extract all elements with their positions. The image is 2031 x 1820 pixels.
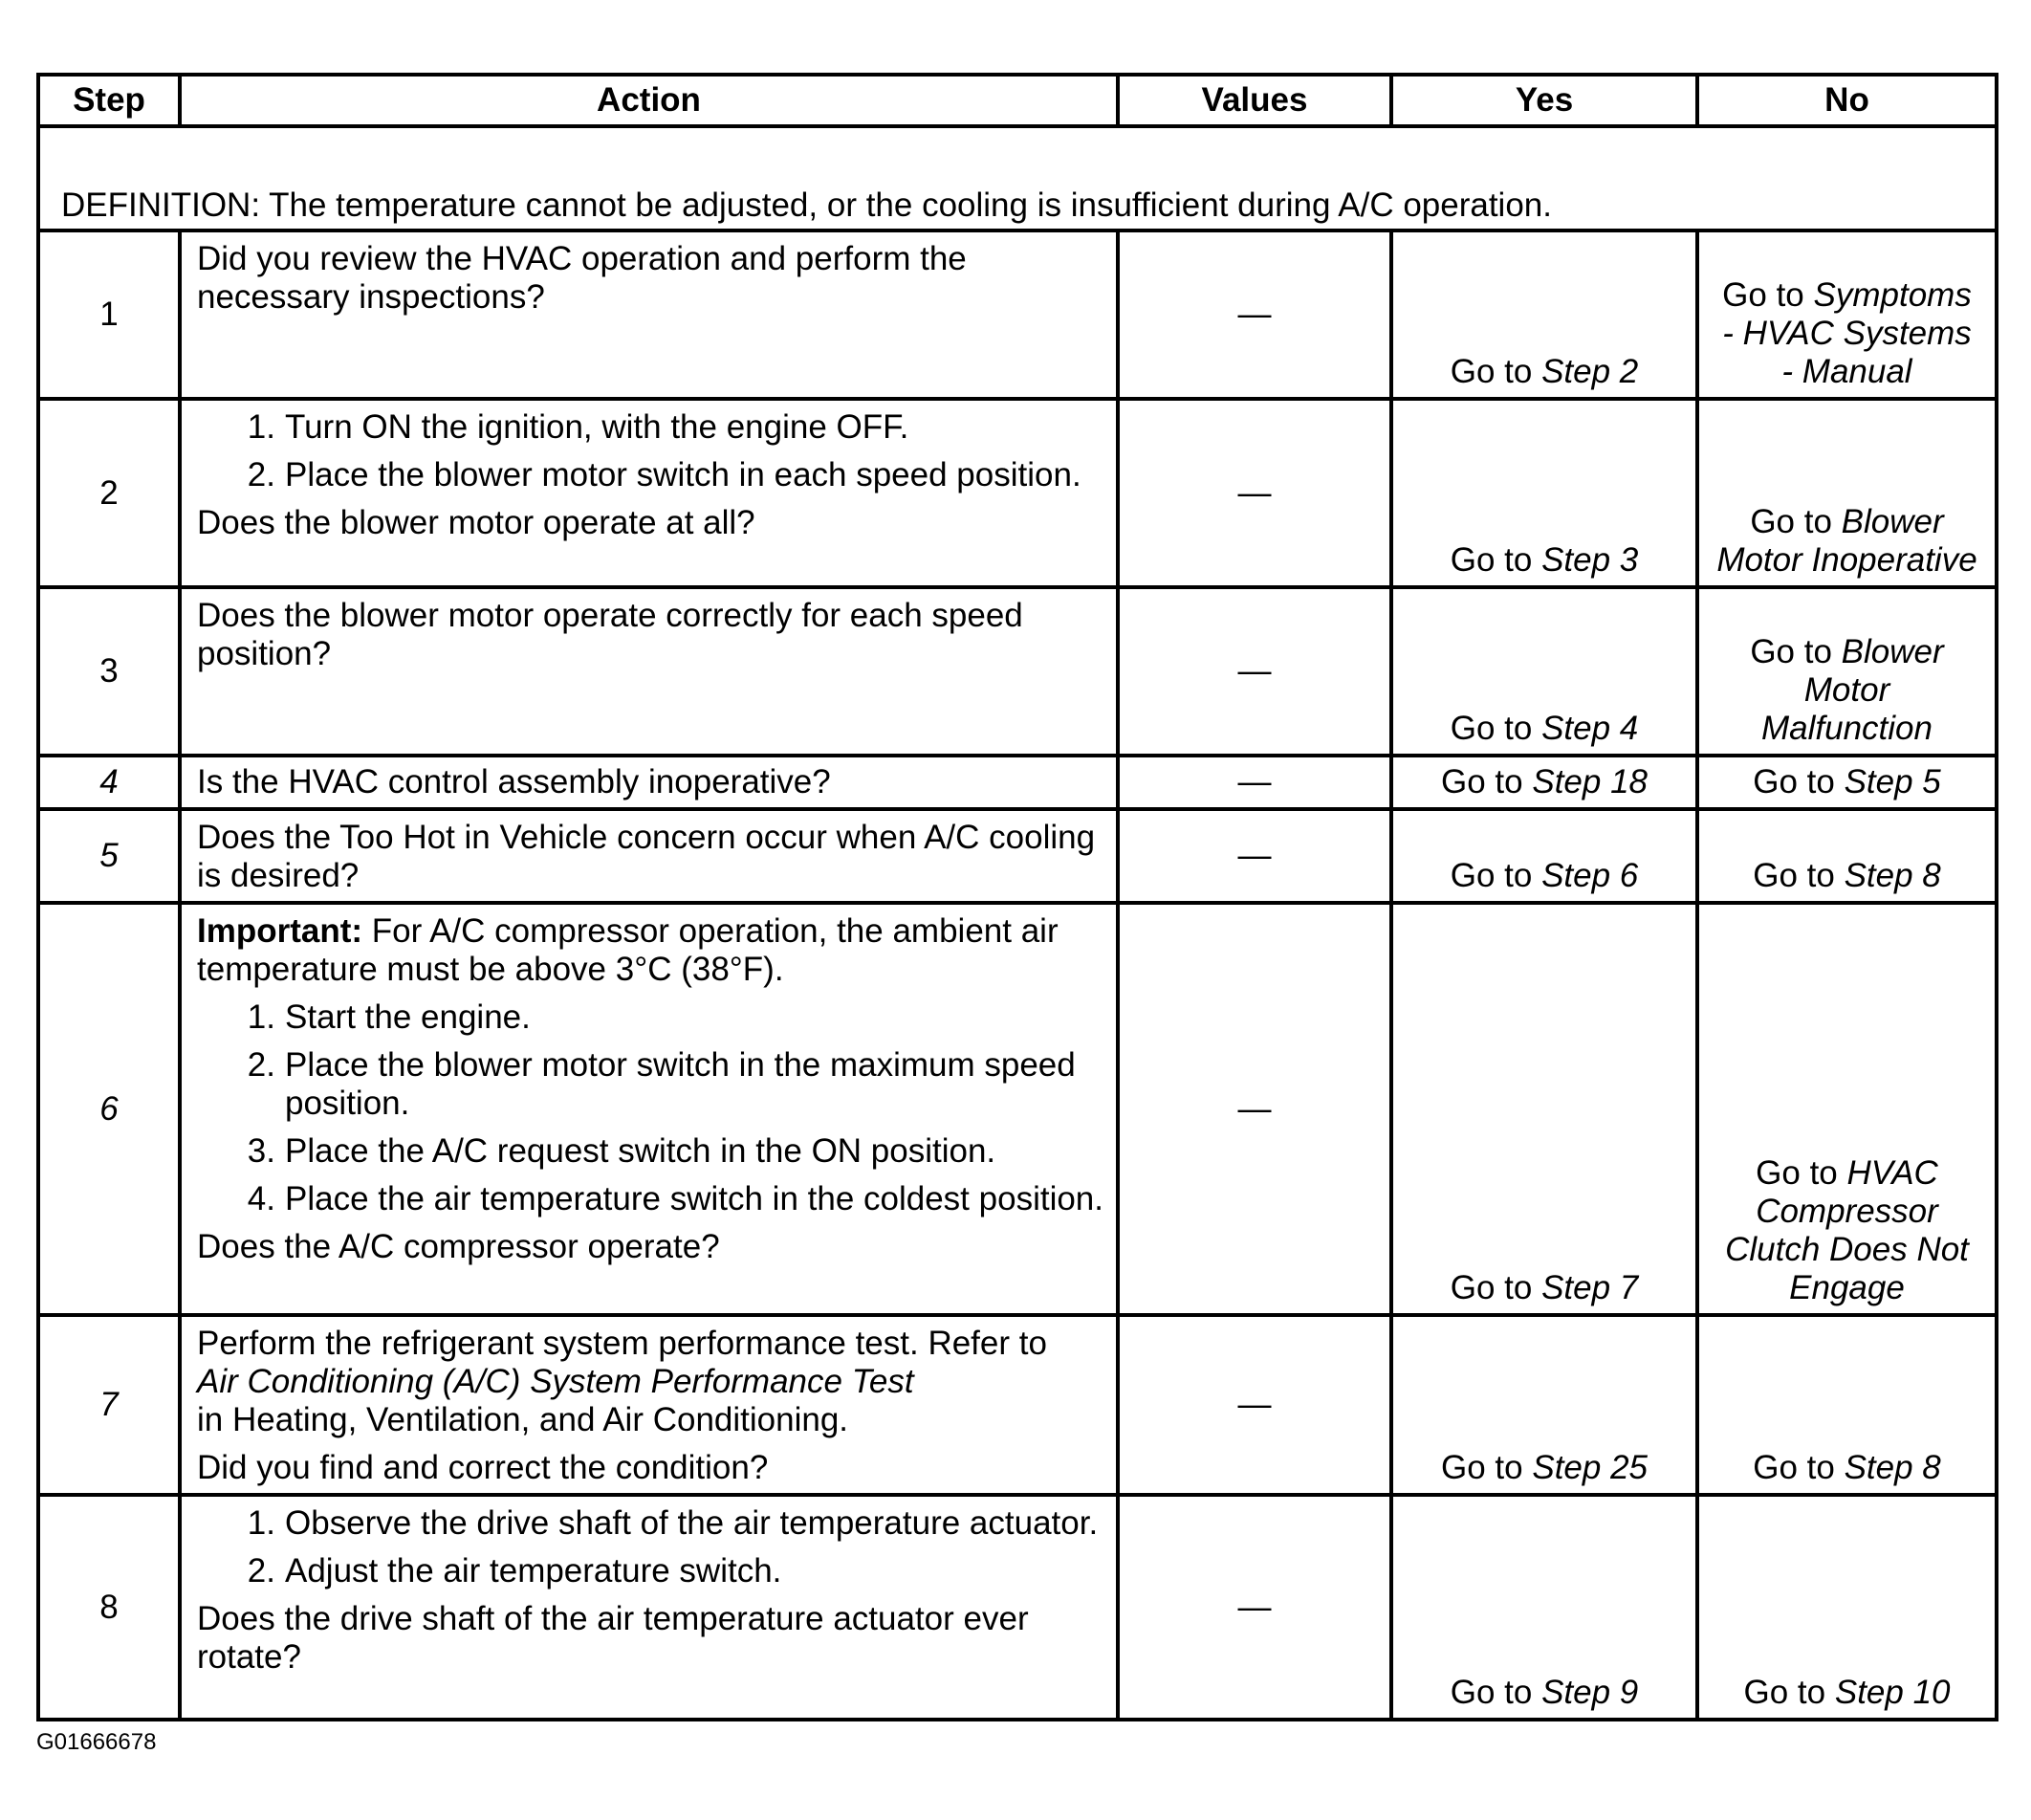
list-item: 2. Place the blower motor switch in each speed position. bbox=[247, 456, 1081, 493]
no-cell bbox=[1697, 809, 1997, 903]
yes-cell bbox=[1391, 1495, 1697, 1720]
list-item: 2. Adjust the air temperature switch. bbox=[247, 1552, 782, 1590]
goto-text: Go to bbox=[1743, 1674, 1826, 1711]
goto-text: Go to bbox=[1450, 1674, 1533, 1711]
goto-text: Go to bbox=[1753, 1449, 1835, 1486]
yes-cell bbox=[1391, 587, 1697, 756]
header-row bbox=[38, 75, 1997, 126]
figure-id-caption: G01666678 bbox=[36, 1729, 157, 1755]
table-row bbox=[38, 587, 1997, 756]
values-dash: — bbox=[1118, 809, 1391, 903]
yes-cell bbox=[1391, 399, 1697, 587]
yes-cell bbox=[1391, 903, 1697, 1315]
goto-text: Go to bbox=[1722, 276, 1804, 314]
definition-text: DEFINITION: The temperature cannot be adjusted, or the cooling is insufficient during A/C operation. bbox=[38, 126, 1997, 230]
yes-link[interactable]: Step 6 bbox=[1541, 857, 1639, 894]
list-item-text: Place the A/C request switch in the ON position. bbox=[285, 1132, 996, 1170]
list-item-text: Place the blower motor switch in the maximum speed position. bbox=[285, 1046, 1076, 1122]
values-dash: — bbox=[1118, 230, 1391, 399]
yes-cell bbox=[1391, 756, 1697, 809]
goto-text: Go to bbox=[1450, 353, 1533, 390]
action-text: Does the blower motor operate correctly for each speed position? bbox=[197, 597, 1023, 672]
step-number: 5 bbox=[38, 809, 180, 903]
yes-link[interactable]: Step 25 bbox=[1532, 1449, 1648, 1486]
table-row bbox=[38, 756, 1997, 809]
header-action: Action bbox=[180, 75, 1118, 126]
step-number: 3 bbox=[38, 587, 180, 756]
no-link[interactable]: Blower bbox=[1841, 503, 1944, 540]
no-cell bbox=[1697, 399, 1997, 587]
header-values: Values bbox=[1118, 75, 1391, 126]
no-link[interactable]: - Manual bbox=[1781, 353, 1912, 390]
list-item: 1. Start the engine. bbox=[247, 998, 531, 1036]
list-item: 1. Turn ON the ignition, with the engine OFF. bbox=[247, 408, 909, 446]
yes-link[interactable]: Step 7 bbox=[1541, 1269, 1639, 1306]
goto-text: Go to bbox=[1450, 710, 1533, 747]
important-label: Important: bbox=[197, 912, 363, 950]
list-item: 1. Observe the drive shaft of the air temperature actuator. bbox=[247, 1504, 1099, 1542]
action-list bbox=[197, 408, 1106, 494]
reference-link[interactable]: Air Conditioning (A/C) System Performance Test bbox=[197, 1363, 914, 1400]
question-text: Did you find and correct the condition? bbox=[197, 1449, 769, 1486]
list-item: 2. Place the blower motor switch in the maximum speed position. bbox=[197, 1046, 1106, 1123]
diagnostic-table bbox=[36, 73, 1998, 1721]
action-text: Is the HVAC control assembly inoperative? bbox=[197, 763, 831, 800]
values-dash: — bbox=[1118, 903, 1391, 1315]
list-item-text: Place the air temperature switch in the coldest position. bbox=[285, 1180, 1103, 1217]
action-text: Did you review the HVAC operation and perform the necessary inspections? bbox=[197, 240, 967, 316]
goto-text: Go to bbox=[1441, 1449, 1523, 1486]
yes-link[interactable]: Step 4 bbox=[1541, 710, 1639, 747]
no-link[interactable]: Step 5 bbox=[1844, 763, 1941, 800]
no-link[interactable]: Step 8 bbox=[1844, 1449, 1941, 1486]
no-link[interactable]: Step 10 bbox=[1834, 1674, 1951, 1711]
no-cell bbox=[1697, 587, 1997, 756]
action-cell bbox=[180, 230, 1118, 399]
action-list bbox=[197, 998, 1106, 1218]
table-row bbox=[38, 1495, 1997, 1720]
list-item: 4. Place the air temperature switch in the coldest position. bbox=[247, 1180, 1103, 1217]
reference-tail: in Heating, Ventilation, and Air Conditioning. bbox=[197, 1401, 849, 1438]
values-dash: — bbox=[1118, 587, 1391, 756]
step-number: 2 bbox=[38, 399, 180, 587]
list-item-text: Observe the drive shaft of the air temperature actuator. bbox=[285, 1504, 1099, 1542]
list-item: 3. Place the A/C request switch in the ON position. bbox=[247, 1132, 996, 1170]
yes-link[interactable]: Step 18 bbox=[1532, 763, 1648, 800]
action-cell bbox=[180, 399, 1118, 587]
no-link[interactable]: Motor Inoperative bbox=[1716, 541, 1977, 579]
yes-cell bbox=[1391, 809, 1697, 903]
yes-cell bbox=[1391, 230, 1697, 399]
action-cell bbox=[180, 1315, 1118, 1495]
no-link[interactable]: HVAC bbox=[1846, 1154, 1938, 1192]
list-item-text: Place the blower motor switch in each speed position. bbox=[285, 456, 1081, 493]
table-row bbox=[38, 230, 1997, 399]
question-text: Does the blower motor operate at all? bbox=[197, 504, 755, 541]
important-note bbox=[197, 912, 1106, 989]
goto-text: Go to bbox=[1753, 763, 1835, 800]
no-link[interactable]: - HVAC Systems bbox=[1722, 315, 1972, 352]
action-list bbox=[197, 1504, 1106, 1590]
goto-text: Go to bbox=[1753, 857, 1835, 894]
no-cell bbox=[1697, 903, 1997, 1315]
yes-cell bbox=[1391, 1315, 1697, 1495]
values-dash: — bbox=[1118, 399, 1391, 587]
header-no: No bbox=[1697, 75, 1997, 126]
list-item-text: Start the engine. bbox=[285, 998, 531, 1036]
no-link[interactable]: Motor bbox=[1803, 671, 1890, 709]
step-number: 4 bbox=[38, 756, 180, 809]
important-text: For A/C compressor operation, the ambient air temperature must be above 3°C (38°F). bbox=[197, 912, 1059, 988]
action-cell bbox=[180, 1495, 1118, 1720]
table-row bbox=[38, 809, 1997, 903]
no-cell bbox=[1697, 230, 1997, 399]
header-step: Step bbox=[38, 75, 180, 126]
no-link[interactable]: Clutch Does Not bbox=[1725, 1231, 1969, 1268]
values-dash: — bbox=[1118, 1315, 1391, 1495]
question-text: Does the drive shaft of the air temperature actuator ever rotate? bbox=[197, 1600, 1029, 1676]
table-row bbox=[38, 1315, 1997, 1495]
step-number: 6 bbox=[38, 903, 180, 1315]
goto-text: Go to bbox=[1750, 503, 1832, 540]
goto-text: Go to bbox=[1450, 1269, 1533, 1306]
no-cell bbox=[1697, 756, 1997, 809]
goto-text: Go to bbox=[1441, 763, 1523, 800]
no-link[interactable]: Malfunction bbox=[1761, 710, 1933, 747]
action-cell bbox=[180, 756, 1118, 809]
no-cell bbox=[1697, 1315, 1997, 1495]
no-link[interactable]: Blower bbox=[1841, 633, 1944, 670]
no-link[interactable]: Compressor bbox=[1756, 1193, 1938, 1230]
yes-link[interactable]: Step 2 bbox=[1541, 353, 1639, 390]
goto-text: Go to bbox=[1450, 857, 1533, 894]
header-yes: Yes bbox=[1391, 75, 1697, 126]
step-number: 8 bbox=[38, 1495, 180, 1720]
table-row bbox=[38, 903, 1997, 1315]
yes-link[interactable]: Step 9 bbox=[1541, 1674, 1639, 1711]
table-row bbox=[38, 399, 1997, 587]
intro-text: Perform the refrigerant system performance test. Refer to bbox=[197, 1325, 1047, 1362]
no-cell bbox=[1697, 1495, 1997, 1720]
question-text: Does the A/C compressor operate? bbox=[197, 1228, 720, 1265]
goto-text: Go to bbox=[1750, 633, 1832, 670]
action-cell bbox=[180, 587, 1118, 756]
step-number: 7 bbox=[38, 1315, 180, 1495]
no-link[interactable]: Symptoms bbox=[1813, 276, 1972, 314]
action-cell bbox=[180, 809, 1118, 903]
no-link[interactable]: Engage bbox=[1789, 1269, 1905, 1306]
no-link[interactable]: Step 8 bbox=[1844, 857, 1941, 894]
goto-text: Go to bbox=[1450, 541, 1533, 579]
action-text: Does the Too Hot in Vehicle concern occur when A/C cooling is desired? bbox=[197, 819, 1096, 894]
yes-link[interactable]: Step 3 bbox=[1541, 541, 1639, 579]
list-item-text: Turn ON the ignition, with the engine OFF. bbox=[285, 408, 909, 446]
definition-row bbox=[38, 126, 1997, 230]
list-item-text: Adjust the air temperature switch. bbox=[285, 1552, 782, 1590]
values-dash: — bbox=[1118, 1495, 1391, 1720]
step-number: 1 bbox=[38, 230, 180, 399]
action-cell bbox=[180, 903, 1118, 1315]
goto-text: Go to bbox=[1756, 1154, 1838, 1192]
values-dash: — bbox=[1118, 756, 1391, 809]
